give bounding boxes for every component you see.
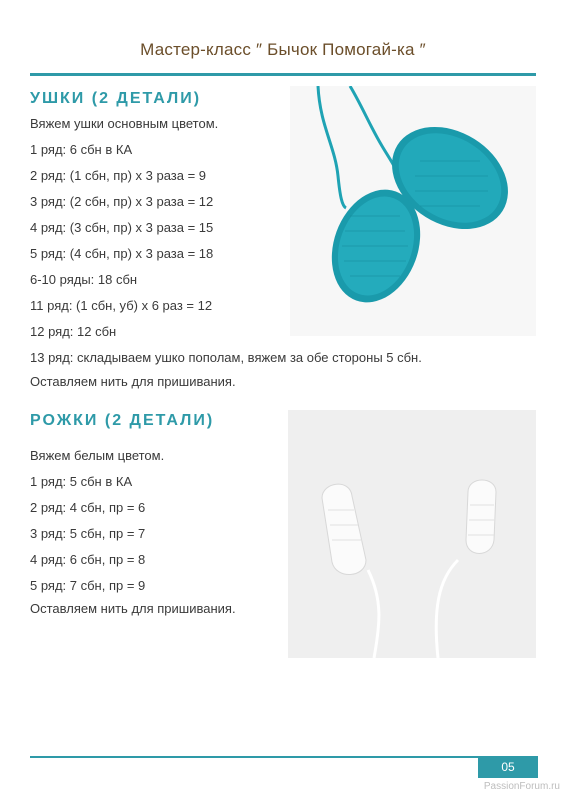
- horns-step: 3 ряд: 5 сбн, пр = 7: [30, 526, 146, 541]
- ears-step: 2 ряд: (1 сбн, пр) х 3 раза = 9: [30, 168, 207, 183]
- crochet-ears-image: [290, 86, 536, 336]
- ears-step: 3 ряд: (2 сбн, пр) х 3 раза = 12: [30, 194, 214, 209]
- ears-step: Вяжем ушки основным цветом.: [30, 116, 219, 131]
- section-heading-ears: УШКИ (2 ДЕТАЛИ): [30, 90, 202, 107]
- page-number: 05: [478, 756, 538, 778]
- horns-photo: [288, 410, 536, 658]
- ears-step: 11 ряд: (1 сбн, уб) х 6 раз = 12: [30, 298, 213, 313]
- page-title: Мастер-класс ″ Бычок Помогай-ка ″: [140, 40, 426, 59]
- horns-step: Вяжем белым цветом.: [30, 448, 165, 463]
- horns-step: 4 ряд: 6 сбн, пр = 8: [30, 552, 146, 567]
- ears-photo: [290, 86, 536, 336]
- ears-step: 12 ряд: 12 сбн: [30, 324, 117, 339]
- horns-step: Оставляем нить для пришивания.: [30, 601, 236, 616]
- header-divider: [30, 73, 536, 76]
- horns-step: 5 ряд: 7 сбн, пр = 9: [30, 578, 146, 593]
- footer-divider: [30, 756, 478, 758]
- ears-step: 4 ряд: (3 сбн, пр) х 3 раза = 15: [30, 220, 214, 235]
- ears-step: 6-10 ряды: 18 сбн: [30, 272, 138, 287]
- ears-step: 5 ряд: (4 сбн, пр) х 3 раза = 18: [30, 246, 214, 261]
- watermark: PassionForum.ru: [483, 781, 560, 792]
- horns-step: 2 ряд: 4 сбн, пр = 6: [30, 500, 146, 515]
- horns-step: 1 ряд: 5 сбн в КА: [30, 474, 133, 489]
- ears-step: 1 ряд: 6 сбн в КА: [30, 142, 133, 157]
- ears-step: Оставляем нить для пришивания.: [30, 374, 236, 389]
- section-heading-horns: РОЖКИ (2 ДЕТАЛИ): [30, 412, 215, 429]
- crochet-horns-image: [288, 410, 536, 658]
- ears-step: 13 ряд: складываем ушко пополам, вяжем за обе стороны 5 сбн.: [30, 350, 422, 365]
